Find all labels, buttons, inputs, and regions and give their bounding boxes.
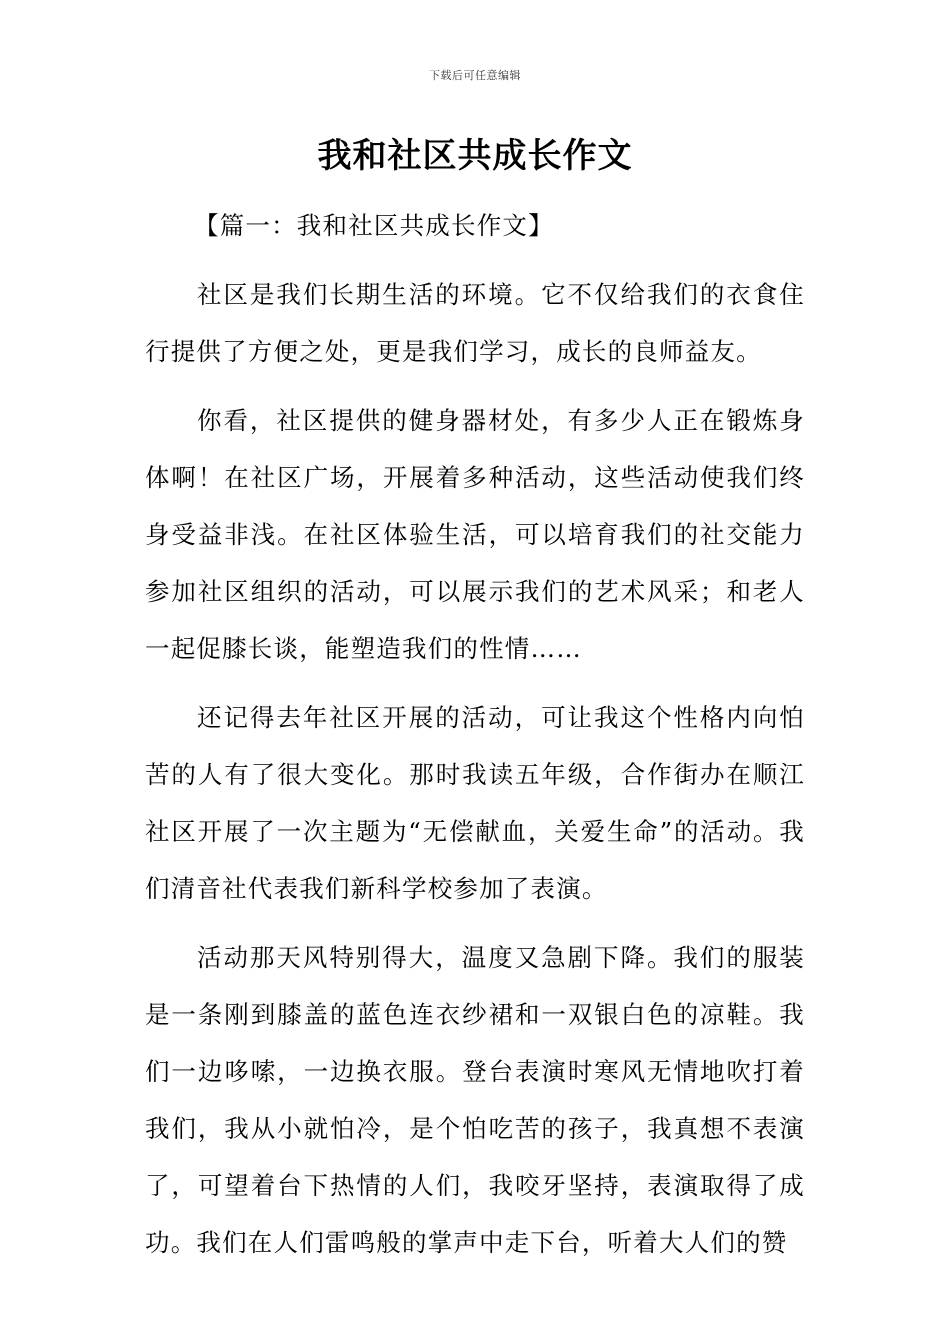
paragraph-1: 社区是我们长期生活的环境。它不仅给我们的衣食住行提供了方便之处，更是我们学习，成长的良师益友。 bbox=[145, 280, 805, 366]
document-body bbox=[145, 197, 805, 1283]
header-note: 下载后可任意编辑 bbox=[429, 69, 521, 82]
document-title: 我和社区共成长作文 bbox=[317, 136, 633, 176]
paragraph-2: 你看，社区提供的健身器材处，有多少人正在锻炼身体啊！在社区广场，开展着多种活动，这些活动使我们终身受益非浅。在社区体验生活，可以培育我们的社交能力参加社区组织的活动，可以展示我们的艺术风采；和老人一起促膝长谈，能塑造我们的性情…… bbox=[145, 406, 805, 663]
paragraph-3: 还记得去年社区开展的活动，可让我这个性格内向怕苦的人有了很大变化。那时我读五年级，合作街办在顺江社区开展了一次主题为“无偿献血，关爱生命”的活动。我们清音社代表我们新科学校参加了表演。 bbox=[145, 703, 805, 903]
section-heading: 【篇一：我和社区共成长作文】 bbox=[194, 211, 554, 240]
paragraph-4: 活动那天风特别得大，温度又急剧下降。我们的服装是一条刚到膝盖的蓝色连衣纱裙和一双银白色的凉鞋。我们一边哆嗦，一边换衣服。登台表演时寒风无情地吹打着我们，我从小就怕冷，是个怕吃苦的孩子，我真想不表演了，可望着台下热情的人们，我咬牙坚持，表演取得了成功。我们在人们雷鸣般的掌声中走下台，听着大人们的赞 bbox=[145, 943, 805, 1257]
